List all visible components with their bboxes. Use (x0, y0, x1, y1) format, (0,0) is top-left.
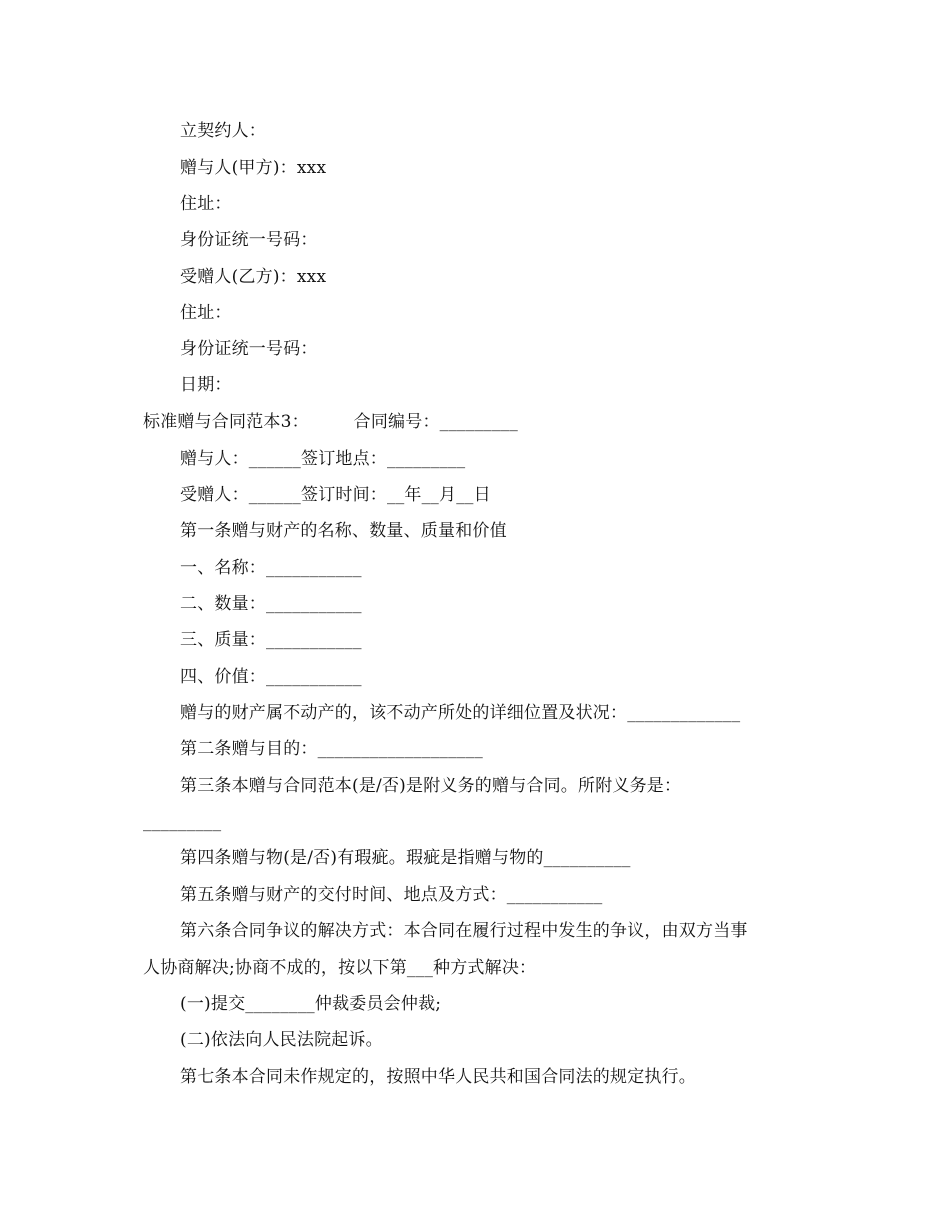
doc-line-article-7: 第七条本合同未作规定的，按照中华人民共和国合同法的规定执行。 (180, 1067, 696, 1087)
doc-line-real-estate: 赠与的财产属不动产的，该不动产所处的详细位置及状况：_____________ (180, 703, 741, 723)
doc-line-donee-id: 身份证统一号码： (180, 339, 318, 359)
doc-line-template-heading: 标准赠与合同范本3： 合同编号：_________ (143, 412, 518, 432)
doc-line-court: (二)依法向人民法院起诉。 (180, 1030, 383, 1050)
doc-line-obligation-blank: _________ (143, 812, 222, 832)
doc-line-article-3: 第三条本赠与合同范本(是/否)是附义务的赠与合同。所附义务是： (180, 776, 682, 796)
doc-line-article-2: 第二条赠与目的：___________________ (180, 739, 483, 759)
doc-line-donor: 赠与人(甲方)：xxx (180, 158, 327, 178)
doc-line-quantity: 二、数量：___________ (180, 594, 362, 614)
doc-line-article-6-continued: 人协商解决;协商不成的，按以下第___种方式解决： (143, 958, 537, 978)
doc-line-donee-address: 住址： (180, 303, 232, 323)
doc-line-donee-signing-time: 受赠人：______签订时间：__年__月__日 (180, 485, 491, 505)
doc-line-article-1: 第一条赠与财产的名称、数量、质量和价值 (180, 521, 507, 541)
doc-line-donee: 受赠人(乙方)：xxx (180, 267, 327, 287)
doc-line-donor-id: 身份证统一号码： (180, 230, 318, 250)
doc-line-quality: 三、质量：___________ (180, 630, 362, 650)
doc-line-contract-parties: 立契约人： (180, 121, 266, 141)
doc-line-value: 四、价值：___________ (180, 667, 362, 687)
doc-line-arbitration: (一)提交________仲裁委员会仲裁; (180, 994, 442, 1014)
doc-line-article-4: 第四条赠与物(是/否)有瑕疵。瑕疵是指赠与物的__________ (180, 848, 631, 868)
doc-line-donor-address: 住址： (180, 194, 232, 214)
doc-line-date: 日期： (180, 375, 232, 395)
doc-line-article-5: 第五条赠与财产的交付时间、地点及方式：___________ (180, 885, 603, 905)
doc-line-donor-signing-place: 赠与人：______签订地点：_________ (180, 449, 466, 469)
doc-line-name: 一、名称：___________ (180, 558, 362, 578)
doc-line-article-6: 第六条合同争议的解决方式：本合同在履行过程中发生的争议，由双方当事 (180, 921, 748, 941)
